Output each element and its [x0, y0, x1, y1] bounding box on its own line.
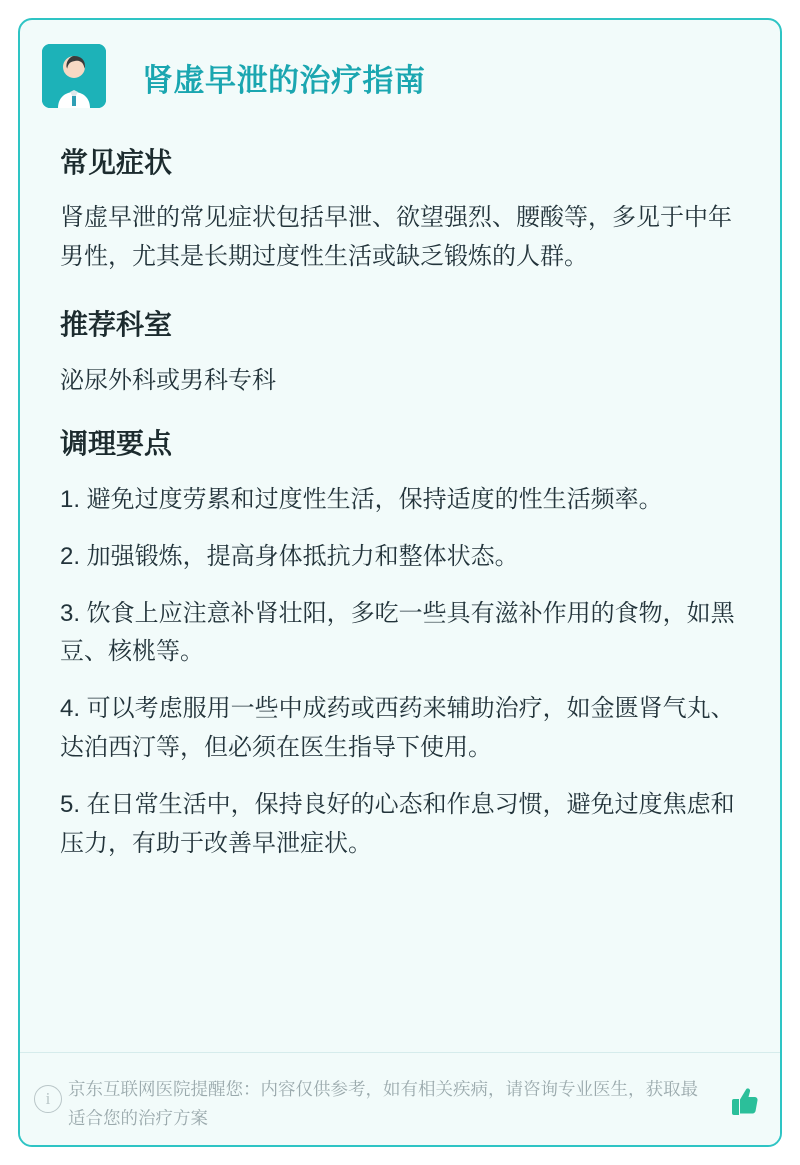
info-icon: i: [34, 1085, 62, 1113]
section-heading-department: 推荐科室: [60, 309, 173, 341]
spacer: [60, 400, 744, 426]
tip-item-3: 3. 饮食上应注意补肾壮阳，多吃一些具有滋补作用的食物，如黑豆、核桃等。: [60, 599, 735, 666]
article-content: [60, 145, 744, 882]
tip-item-4: 4. 可以考虑服用一些中成药或西药来辅助治疗，如金匮肾气丸、达泊西汀等，但必须在医生指导下使用。: [60, 695, 735, 762]
tip-item-2: 2. 加强锻炼，提高身体抵抗力和整体状态。: [60, 542, 519, 570]
tip-item-1: 1. 避免过度劳累和过度性生活，保持适度的性生活频率。: [60, 485, 663, 513]
disclaimer-text: 京东互联网医院提醒您：内容仅供参考，如有相关疾病，请咨询专业医生，获取最适合您的治疗方案: [68, 1079, 698, 1128]
tip-item-5: 5. 在日常生活中，保持良好的心态和作息习惯，避免过度焦虑和压力，有助于改善早泄症状。: [60, 791, 735, 857]
section-heading-symptoms: 常见症状: [60, 147, 173, 178]
page-title: 肾虚早泄的治疗指南: [142, 63, 426, 98]
article-card: [18, 18, 782, 1147]
section-text-department: 泌尿外科或男科专科: [60, 366, 276, 394]
section-heading-tips: 调理要点: [60, 428, 173, 460]
thumbs-up-icon[interactable]: [722, 1081, 762, 1121]
footer-disclaimer-bar: [20, 1052, 780, 1145]
spacer: [60, 277, 744, 307]
doctor-avatar-icon: [42, 44, 106, 108]
section-text-symptoms: 肾虚早泄的常见症状包括早泄、欲望强烈、腰酸等，多见于中年男性，尤其是长期过度性生活或缺乏锻炼的人群。: [60, 204, 732, 271]
